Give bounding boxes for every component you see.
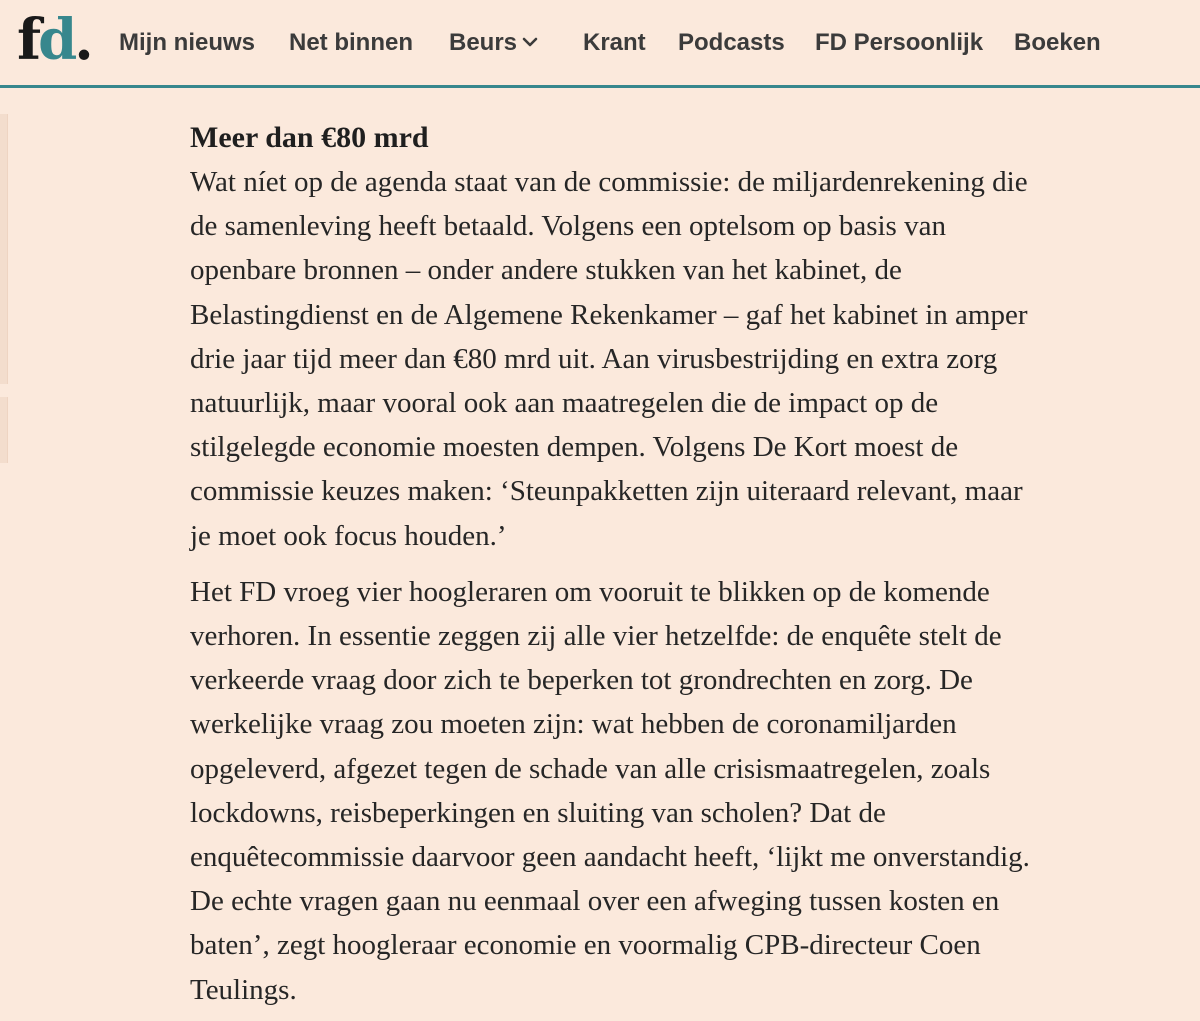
paragraph-line: lockdowns, reisbeperkingen en sluiting van scholen? Dat de (190, 796, 886, 829)
paragraph-line: Het FD vroeg vier hoogleraren om vooruit te blikken op de komende (190, 575, 990, 608)
paragraph-line: drie jaar tijd meer dan €80 mrd uit. Aan virusbestrijding en extra zorg (190, 342, 998, 375)
paragraph-line: enquêtecommissie daarvoor geen aandacht heeft, ‘lijkt me onverstandig. (190, 841, 1030, 874)
article-paragraph-1 (190, 160, 1180, 558)
paragraph-line: openbare bronnen – onder andere stukken van het kabinet, de (190, 254, 902, 287)
paragraph-line: opgeleverd, afgezet tegen de schade van alle crisismaatregelen, zoals (190, 752, 991, 785)
article-paragraph-2 (190, 570, 1180, 1012)
paragraph-line: De echte vragen gaan nu eenmaal over een afweging tussen kosten en (190, 885, 1000, 918)
nav-item-krant[interactable]: Krant (583, 29, 646, 56)
paragraph-line: de samenleving heeft betaald. Volgens een optelsom op basis van (190, 210, 946, 243)
paragraph-line: je moet ook focus houden.’ (190, 519, 507, 552)
left-sidebar-edge-lower (0, 397, 8, 463)
nav-item-net-binnen[interactable]: Net binnen (289, 29, 413, 56)
paragraph-line: stilgelegde economie moesten dempen. Volgens De Kort moest de (190, 431, 959, 464)
fd-logo[interactable] (17, 7, 94, 73)
paragraph-line: verhoren. In essentie zeggen zij alle vier hetzelfde: de enquête stelt de (190, 620, 1002, 653)
nav-item-fd-persoonlijk[interactable]: FD Persoonlijk (815, 29, 984, 56)
paragraph-line: commissie keuzes maken: ‘Steunpakketten zijn uiteraard relevant, maar (190, 475, 1023, 508)
left-sidebar-edge (0, 114, 8, 384)
paragraph-line: Wat níet op de agenda staat van de commissie: de miljardenrekening die (190, 166, 1028, 198)
top-navigation (0, 0, 1200, 88)
logo-letter-d: d (38, 7, 75, 73)
logo-dot: . (74, 7, 94, 73)
chevron-down-icon (521, 33, 539, 51)
nav-item-mijn-nieuws[interactable]: Mijn nieuws (119, 29, 256, 56)
nav-item-beurs-label: Beurs (449, 29, 518, 56)
logo-letter-f: f (17, 7, 39, 73)
paragraph-line: werkelijke vraag zou moeten zijn: wat hebben de coronamiljarden (190, 708, 957, 741)
paragraph-line: Belastingdienst en de Algemene Rekenkamer – gaf het kabinet in amper (190, 298, 1028, 331)
paragraph-line: natuurlijk, maar vooral ook aan maatregelen die de impact op de (190, 387, 939, 420)
nav-item-boeken[interactable]: Boeken (1014, 29, 1101, 56)
nav-item-podcasts[interactable]: Podcasts (678, 29, 785, 56)
paragraph-line: Teulings. (190, 973, 297, 1006)
article-body (190, 116, 1180, 1012)
paragraph-line: verkeerde vraag door zich te beperken tot grondrechten en zorg. De (190, 664, 973, 697)
paragraph-line: baten’, zegt hoogleraar economie en voormalig CPB-directeur Coen (190, 929, 981, 962)
nav-item-beurs[interactable] (449, 28, 539, 58)
article-subheading: Meer dan €80 mrd (190, 121, 429, 154)
